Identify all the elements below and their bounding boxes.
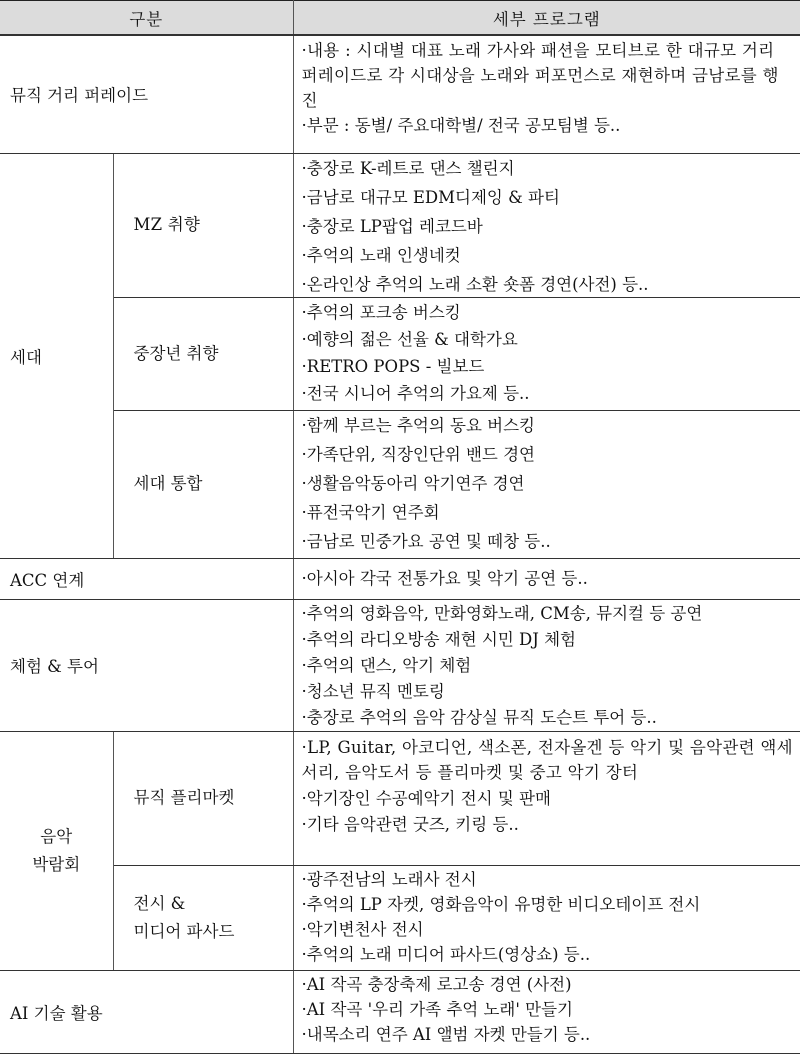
program-item: · 금남로 민중가요 공연 및 떼창 등.. (302, 529, 795, 554)
category-label: ACC 연계 (10, 570, 85, 590)
program-item: · LP, Guitar, 아코디언, 색소폰, 전자올겐 등 악기 및 음악관련 액세서리, 음악도서 등 플리마켓 및 중고 악기 장터 (302, 732, 795, 785)
program-item: · 추억의 노래 인생네컷 (302, 243, 795, 268)
header-category: 구분 (0, 1, 293, 36)
subcategory-label-line1: 전시 & (133, 893, 186, 913)
program-item: · 청소년 뮤직 멘토링 (302, 679, 795, 704)
subcategory-integration (113, 410, 293, 558)
program-item: · 온라인상 추억의 노래 소환 숏폼 경연(사전) 등.. (302, 272, 795, 297)
program-item: · RETRO POPS - 빌보드 (302, 354, 795, 379)
program-item: · 추억의 포크송 버스킹 (302, 300, 795, 325)
table-row (0, 731, 800, 865)
category-label-line2: 박람회 (32, 854, 81, 874)
category-generation (0, 153, 113, 558)
subcategory-senior (113, 297, 293, 410)
program-item: · 광주전남의 노래사 전시 (302, 867, 795, 892)
category-label: 체험 & 투어 (10, 657, 99, 677)
program-item: · 추억의 라디오방송 재현 시민 DJ 체험 (302, 627, 795, 652)
program-item: · 퓨전국악기 연주회 (302, 500, 795, 525)
category-label: 뮤직 거리 퍼레이드 (10, 86, 149, 106)
program-cell-exhibit (293, 865, 800, 970)
table-row (0, 297, 800, 410)
program-item: · 부문 : 동별/ 주요대학별/ 전국 공모팀별 등.. (302, 113, 795, 138)
program-item: · 추억의 댄스, 악기 체험 (302, 653, 795, 678)
program-item: · 내용 : 시대별 대표 노래 가사와 패션을 모티브로 한 대규모 거리 퍼레이드로 각 시대상을 노래와 퍼포먼스로 재현하며 금남로를 행진 (302, 36, 795, 113)
program-item: · 추억의 LP 자켓, 영화음악이 유명한 비디오테이프 전시 (302, 892, 795, 917)
program-item: · 기타 음악관련 굿즈, 키링 등.. (302, 812, 795, 837)
table-row (0, 865, 800, 970)
category-label: AI 기술 활용 (10, 1003, 103, 1023)
program-item: · 충장로 LP팝업 레코드바 (302, 214, 795, 239)
program-item: · 충장로 추억의 음악 감상실 뮤직 도슨트 투어 등.. (302, 705, 795, 730)
category-expo (0, 731, 113, 970)
program-cell-fleamarket (293, 731, 800, 865)
table-row (0, 410, 800, 558)
program-item: · 악기변천사 전시 (302, 917, 795, 942)
subcategory-label: 중장년 취향 (133, 343, 219, 363)
table-header-row (0, 1, 800, 36)
subcategory-mz (113, 153, 293, 297)
table-row (0, 599, 800, 731)
subcategory-label: 뮤직 플리마켓 (133, 788, 235, 808)
category-label: 세대 (10, 347, 42, 367)
category-label-line1: 음악 (40, 826, 73, 846)
category-ai (0, 970, 293, 1053)
program-item: · 충장로 K-레트로 댄스 챌린지 (302, 156, 795, 181)
program-cell-parade (293, 35, 800, 153)
subcategory-label-line2: 미디어 파사드 (133, 921, 235, 941)
program-cell-senior (293, 297, 800, 410)
program-item: · 아시아 각국 전통가요 및 악기 공연 등.. (302, 566, 795, 591)
program-item: · 악기장인 수공예악기 전시 및 판매 (302, 786, 795, 811)
table-row (0, 558, 800, 599)
program-item: · 금남로 대규모 EDM디제잉 & 파티 (302, 185, 795, 210)
category-parade (0, 35, 293, 153)
program-item: · 추억의 영화음악, 만화영화노래, CM송, 뮤지컬 등 공연 (302, 601, 795, 626)
program-cell-ai (293, 970, 800, 1053)
program-item: · 생활음악동아리 악기연주 경연 (302, 471, 795, 496)
table-row (0, 970, 800, 1053)
header-program: 세부 프로그램 (293, 1, 800, 36)
subcategory-label: 세대 통합 (133, 474, 203, 494)
program-cell-experience (293, 599, 800, 731)
table-row (0, 35, 800, 153)
program-item: · 내목소리 연주 AI 앨범 자켓 만들기 등.. (302, 1022, 795, 1047)
subcategory-label: MZ 취향 (133, 215, 200, 235)
program-cell-acc (293, 558, 800, 599)
program-cell-mz (293, 153, 800, 297)
program-item: · AI 작곡 '우리 가족 추억 노래' 만들기 (302, 997, 795, 1022)
table-row (0, 153, 800, 297)
program-item: · 함께 부르는 추억의 동요 버스킹 (302, 413, 795, 438)
program-item: · 전국 시니어 추억의 가요제 등.. (302, 381, 795, 406)
program-item: · 가족단위, 직장인단위 밴드 경연 (302, 442, 795, 467)
subcategory-fleamarket (113, 731, 293, 865)
program-item: · 추억의 노래 미디어 파사드(영상쇼) 등.. (302, 942, 795, 967)
program-item: · 예향의 젊은 선율 & 대학가요 (302, 327, 795, 352)
program-item: · AI 작곡 충장축제 로고송 경연 (사전) (302, 972, 795, 997)
subcategory-exhibit (113, 865, 293, 970)
program-cell-integration (293, 410, 800, 558)
category-acc (0, 558, 293, 599)
category-experience (0, 599, 293, 731)
